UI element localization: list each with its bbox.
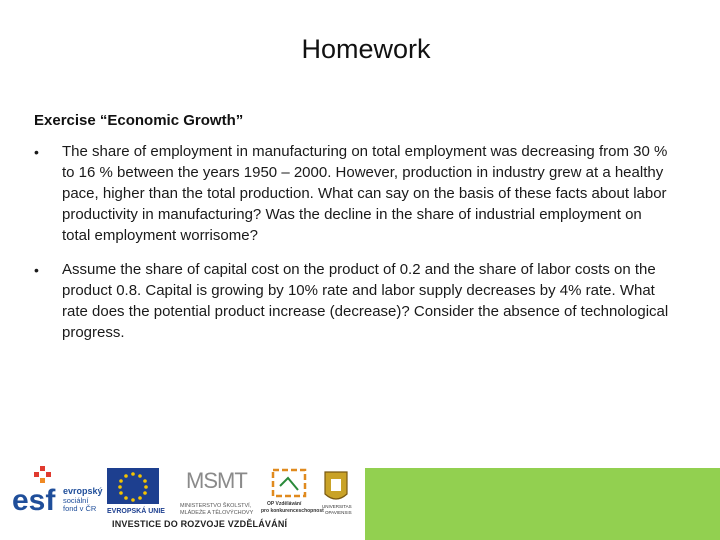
esf-line3: fond v ČR: [63, 504, 97, 513]
green-footer-panel: [365, 468, 720, 540]
footer-tagline: INVESTICE DO ROZVOJE VZDĚLÁVÁNÍ: [112, 519, 288, 529]
eu-text: EVROPSKÁ UNIE: [107, 508, 165, 515]
bullet-text: The share of employment in manufacturing on total employment was decreasing from 30 % to 16 % between the years 1950 – 2000. However, production in industry grew at a healthy pace, higher than the total production. What can say on the basis of these facts about labor productivity in manufacturing? Was the decline in the share of industrial employment on total employment worrisome?: [62, 143, 668, 244]
msmt-line1: MINISTERSTVO ŠKOLSTVÍ,: [180, 503, 252, 509]
op-logo: [261, 470, 324, 514]
bullet-marker: •: [34, 262, 39, 278]
slide-title: Homework: [301, 34, 431, 64]
bullet-text: Assume the share of capital cost on the product of 0.2 and the share of labor costs on the product 0.8. Capital is growing by 10% rate and labor supply decreases by 4% rate. What rate does the potential product increase (decrease)? Consider the absence of technological progress.: [62, 261, 669, 341]
msmt-text: MSMT: [186, 468, 247, 493]
msmt-line2: MLÁDEŽE A TĚLOVÝCHOVY: [180, 510, 254, 516]
op-line1: OP Vzdělávání: [267, 501, 302, 507]
op-line2: pro konkurenceschopnost: [261, 508, 324, 514]
university-crest-logo: [322, 472, 352, 515]
msmt-logo: [180, 468, 254, 516]
esf-text: esf: [12, 484, 56, 517]
list-item: [34, 259, 674, 343]
uni-line2: OPAVIENSIS: [325, 510, 352, 515]
esf-logo: [12, 466, 103, 517]
bullet-list: [34, 141, 674, 356]
bullet-marker: •: [34, 144, 39, 160]
esf-line1: evropský: [63, 486, 103, 496]
list-item: [34, 141, 674, 246]
slide-subtitle: Exercise “Economic Growth”: [34, 112, 244, 129]
eu-flag-logo: [107, 468, 165, 515]
uni-line1: UNIVERSITAS: [322, 504, 352, 509]
esf-line2: sociální: [63, 496, 89, 505]
